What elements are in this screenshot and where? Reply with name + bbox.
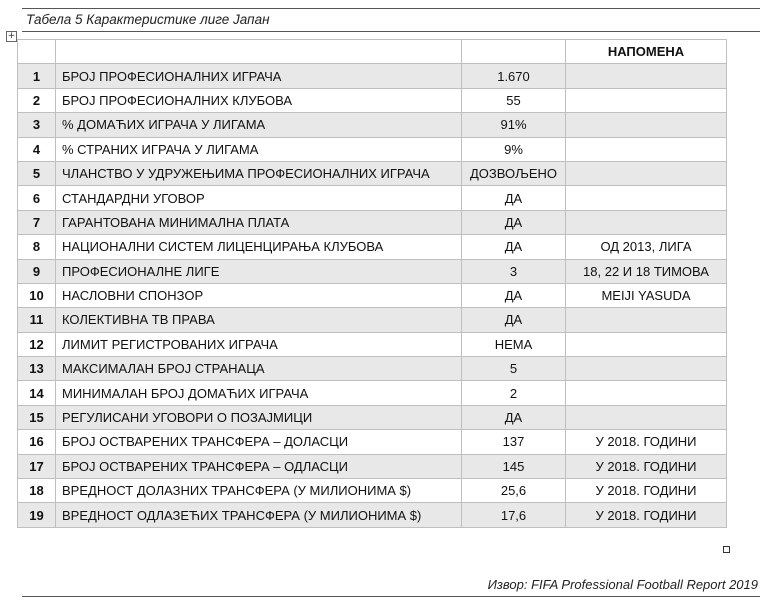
row-number-cell[interactable]: 17 — [18, 454, 56, 478]
league-table — [17, 39, 727, 528]
table-row — [18, 332, 727, 356]
row-label-cell[interactable]: КОЛЕКТИВНА ТВ ПРАВА — [56, 308, 462, 332]
row-note-cell[interactable] — [566, 308, 727, 332]
row-number-cell[interactable]: 7 — [18, 210, 56, 234]
table-row — [18, 308, 727, 332]
row-value-cell[interactable]: 9% — [462, 137, 566, 161]
bottom-rule — [22, 596, 760, 597]
row-number-cell[interactable]: 14 — [18, 381, 56, 405]
row-note-cell[interactable] — [566, 186, 727, 210]
row-label-cell[interactable]: ВРЕДНОСТ ОДЛАЗЕЋИХ ТРАНСФЕРА (У МИЛИОНИМА $) — [56, 503, 462, 527]
row-label-cell[interactable]: БРОЈ ОСТВАРЕНИХ ТРАНСФЕРА – ОДЛАСЦИ — [56, 454, 462, 478]
row-label-cell[interactable]: БРОЈ ПРОФЕСИОНАЛНИХ ИГРАЧА — [56, 64, 462, 88]
row-value-cell[interactable]: ДА — [462, 235, 566, 259]
row-label-cell[interactable]: МАКСИМАЛАН БРОЈ СТРАНАЦА — [56, 357, 462, 381]
row-number-cell[interactable]: 4 — [18, 137, 56, 161]
row-note-cell[interactable] — [566, 357, 727, 381]
row-value-cell[interactable]: 5 — [462, 357, 566, 381]
header-value-cell[interactable] — [462, 40, 566, 64]
row-value-cell[interactable]: 137 — [462, 430, 566, 454]
row-value-cell[interactable]: ДА — [462, 210, 566, 234]
table-row — [18, 186, 727, 210]
row-value-cell[interactable]: 91% — [462, 113, 566, 137]
row-number-cell[interactable]: 11 — [18, 308, 56, 332]
row-label-cell[interactable]: НАСЛОВНИ СПОНЗОР — [56, 283, 462, 307]
table-row — [18, 405, 727, 429]
row-note-cell[interactable]: ОД 2013, ЛИГА — [566, 235, 727, 259]
row-number-cell[interactable]: 6 — [18, 186, 56, 210]
row-value-cell[interactable]: 2 — [462, 381, 566, 405]
row-number-cell[interactable]: 10 — [18, 283, 56, 307]
row-number-cell[interactable]: 12 — [18, 332, 56, 356]
table-row — [18, 357, 727, 381]
row-note-cell[interactable]: У 2018. ГОДИНИ — [566, 479, 727, 503]
row-note-cell[interactable]: 18, 22 И 18 ТИМОВА — [566, 259, 727, 283]
row-number-cell[interactable]: 2 — [18, 88, 56, 112]
table-row — [18, 64, 727, 88]
row-note-cell[interactable] — [566, 210, 727, 234]
row-value-cell[interactable]: 1.670 — [462, 64, 566, 88]
row-number-cell[interactable]: 16 — [18, 430, 56, 454]
row-note-cell[interactable] — [566, 161, 727, 185]
row-value-cell[interactable]: НЕМА — [462, 332, 566, 356]
row-value-cell[interactable]: 55 — [462, 88, 566, 112]
table-row — [18, 161, 727, 185]
header-note-cell[interactable]: НАПОМЕНА — [566, 40, 727, 64]
table-row — [18, 88, 727, 112]
table-row — [18, 210, 727, 234]
row-value-cell[interactable]: ДОЗВОЉЕНО — [462, 161, 566, 185]
table-row — [18, 259, 727, 283]
source-note: Извор: FIFA Professional Football Report 2019 — [487, 577, 758, 592]
row-label-cell[interactable]: МИНИМАЛАН БРОЈ ДОМАЋИХ ИГРАЧА — [56, 381, 462, 405]
table-row — [18, 381, 727, 405]
row-value-cell[interactable]: ДА — [462, 405, 566, 429]
row-note-cell[interactable] — [566, 332, 727, 356]
table-row — [18, 454, 727, 478]
row-number-cell[interactable]: 19 — [18, 503, 56, 527]
table-row — [18, 479, 727, 503]
row-number-cell[interactable]: 8 — [18, 235, 56, 259]
row-value-cell[interactable]: ДА — [462, 283, 566, 307]
row-note-cell[interactable] — [566, 381, 727, 405]
table-row — [18, 283, 727, 307]
row-value-cell[interactable]: ДА — [462, 186, 566, 210]
row-number-cell[interactable]: 18 — [18, 479, 56, 503]
table-row — [18, 113, 727, 137]
row-label-cell[interactable]: НАЦИОНАЛНИ СИСТЕМ ЛИЦЕНЦИРАЊА КЛУБОВА — [56, 235, 462, 259]
row-number-cell[interactable]: 13 — [18, 357, 56, 381]
row-label-cell[interactable]: % СТРАНИХ ИГРАЧА У ЛИГАМА — [56, 137, 462, 161]
row-label-cell[interactable]: СТАНДАРДНИ УГОВОР — [56, 186, 462, 210]
table-caption: Табела 5 Карактеристике лиге Јапан — [26, 12, 270, 27]
table-row — [18, 235, 727, 259]
row-number-cell[interactable]: 1 — [18, 64, 56, 88]
row-value-cell[interactable]: ДА — [462, 308, 566, 332]
row-label-cell[interactable]: БРОЈ ПРОФЕСИОНАЛНИХ КЛУБОВА — [56, 88, 462, 112]
move-handle-icon[interactable]: + — [7, 31, 16, 41]
row-note-cell[interactable]: У 2018. ГОДИНИ — [566, 430, 727, 454]
table-row — [18, 430, 727, 454]
row-label-cell[interactable]: ЧЛАНСТВО У УДРУЖЕЊИМА ПРОФЕСИОНАЛНИХ ИГРАЧА — [56, 161, 462, 185]
header-label-cell[interactable] — [56, 40, 462, 64]
top-rule — [22, 8, 760, 9]
row-value-cell[interactable]: 3 — [462, 259, 566, 283]
row-number-cell[interactable]: 15 — [18, 405, 56, 429]
row-note-cell[interactable] — [566, 64, 727, 88]
row-label-cell[interactable]: ЛИМИТ РЕГИСТРОВАНИХ ИГРАЧА — [56, 332, 462, 356]
row-note-cell[interactable] — [566, 137, 727, 161]
row-label-cell[interactable]: ПРОФЕСИОНАЛНЕ ЛИГЕ — [56, 259, 462, 283]
row-note-cell[interactable]: У 2018. ГОДИНИ — [566, 454, 727, 478]
row-note-cell[interactable]: MEIJI YASUDA — [566, 283, 727, 307]
caption-rule — [22, 31, 760, 32]
row-note-cell[interactable] — [566, 88, 727, 112]
row-value-cell[interactable]: 145 — [462, 454, 566, 478]
row-label-cell[interactable]: ГАРАНТОВАНА МИНИМАЛНА ПЛАТА — [56, 210, 462, 234]
row-note-cell[interactable] — [566, 405, 727, 429]
header-num-cell[interactable] — [18, 40, 56, 64]
row-value-cell[interactable]: 17,6 — [462, 503, 566, 527]
row-label-cell[interactable]: РЕГУЛИСАНИ УГОВОРИ О ПОЗАЈМИЦИ — [56, 405, 462, 429]
table-row — [18, 137, 727, 161]
resize-handle-icon[interactable] — [723, 546, 730, 553]
row-number-cell[interactable]: 5 — [18, 161, 56, 185]
row-label-cell[interactable]: БРОЈ ОСТВАРЕНИХ ТРАНСФЕРА – ДОЛАСЦИ — [56, 430, 462, 454]
row-value-cell[interactable]: 25,6 — [462, 479, 566, 503]
row-number-cell[interactable]: 3 — [18, 113, 56, 137]
table-header-row — [18, 40, 727, 64]
row-note-cell[interactable]: У 2018. ГОДИНИ — [566, 503, 727, 527]
table-row — [18, 503, 727, 527]
row-label-cell[interactable]: ВРЕДНОСТ ДОЛАЗНИХ ТРАНСФЕРА (У МИЛИОНИМА $) — [56, 479, 462, 503]
row-number-cell[interactable]: 9 — [18, 259, 56, 283]
row-label-cell[interactable]: % ДОМАЋИХ ИГРАЧА У ЛИГАМА — [56, 113, 462, 137]
row-note-cell[interactable] — [566, 113, 727, 137]
